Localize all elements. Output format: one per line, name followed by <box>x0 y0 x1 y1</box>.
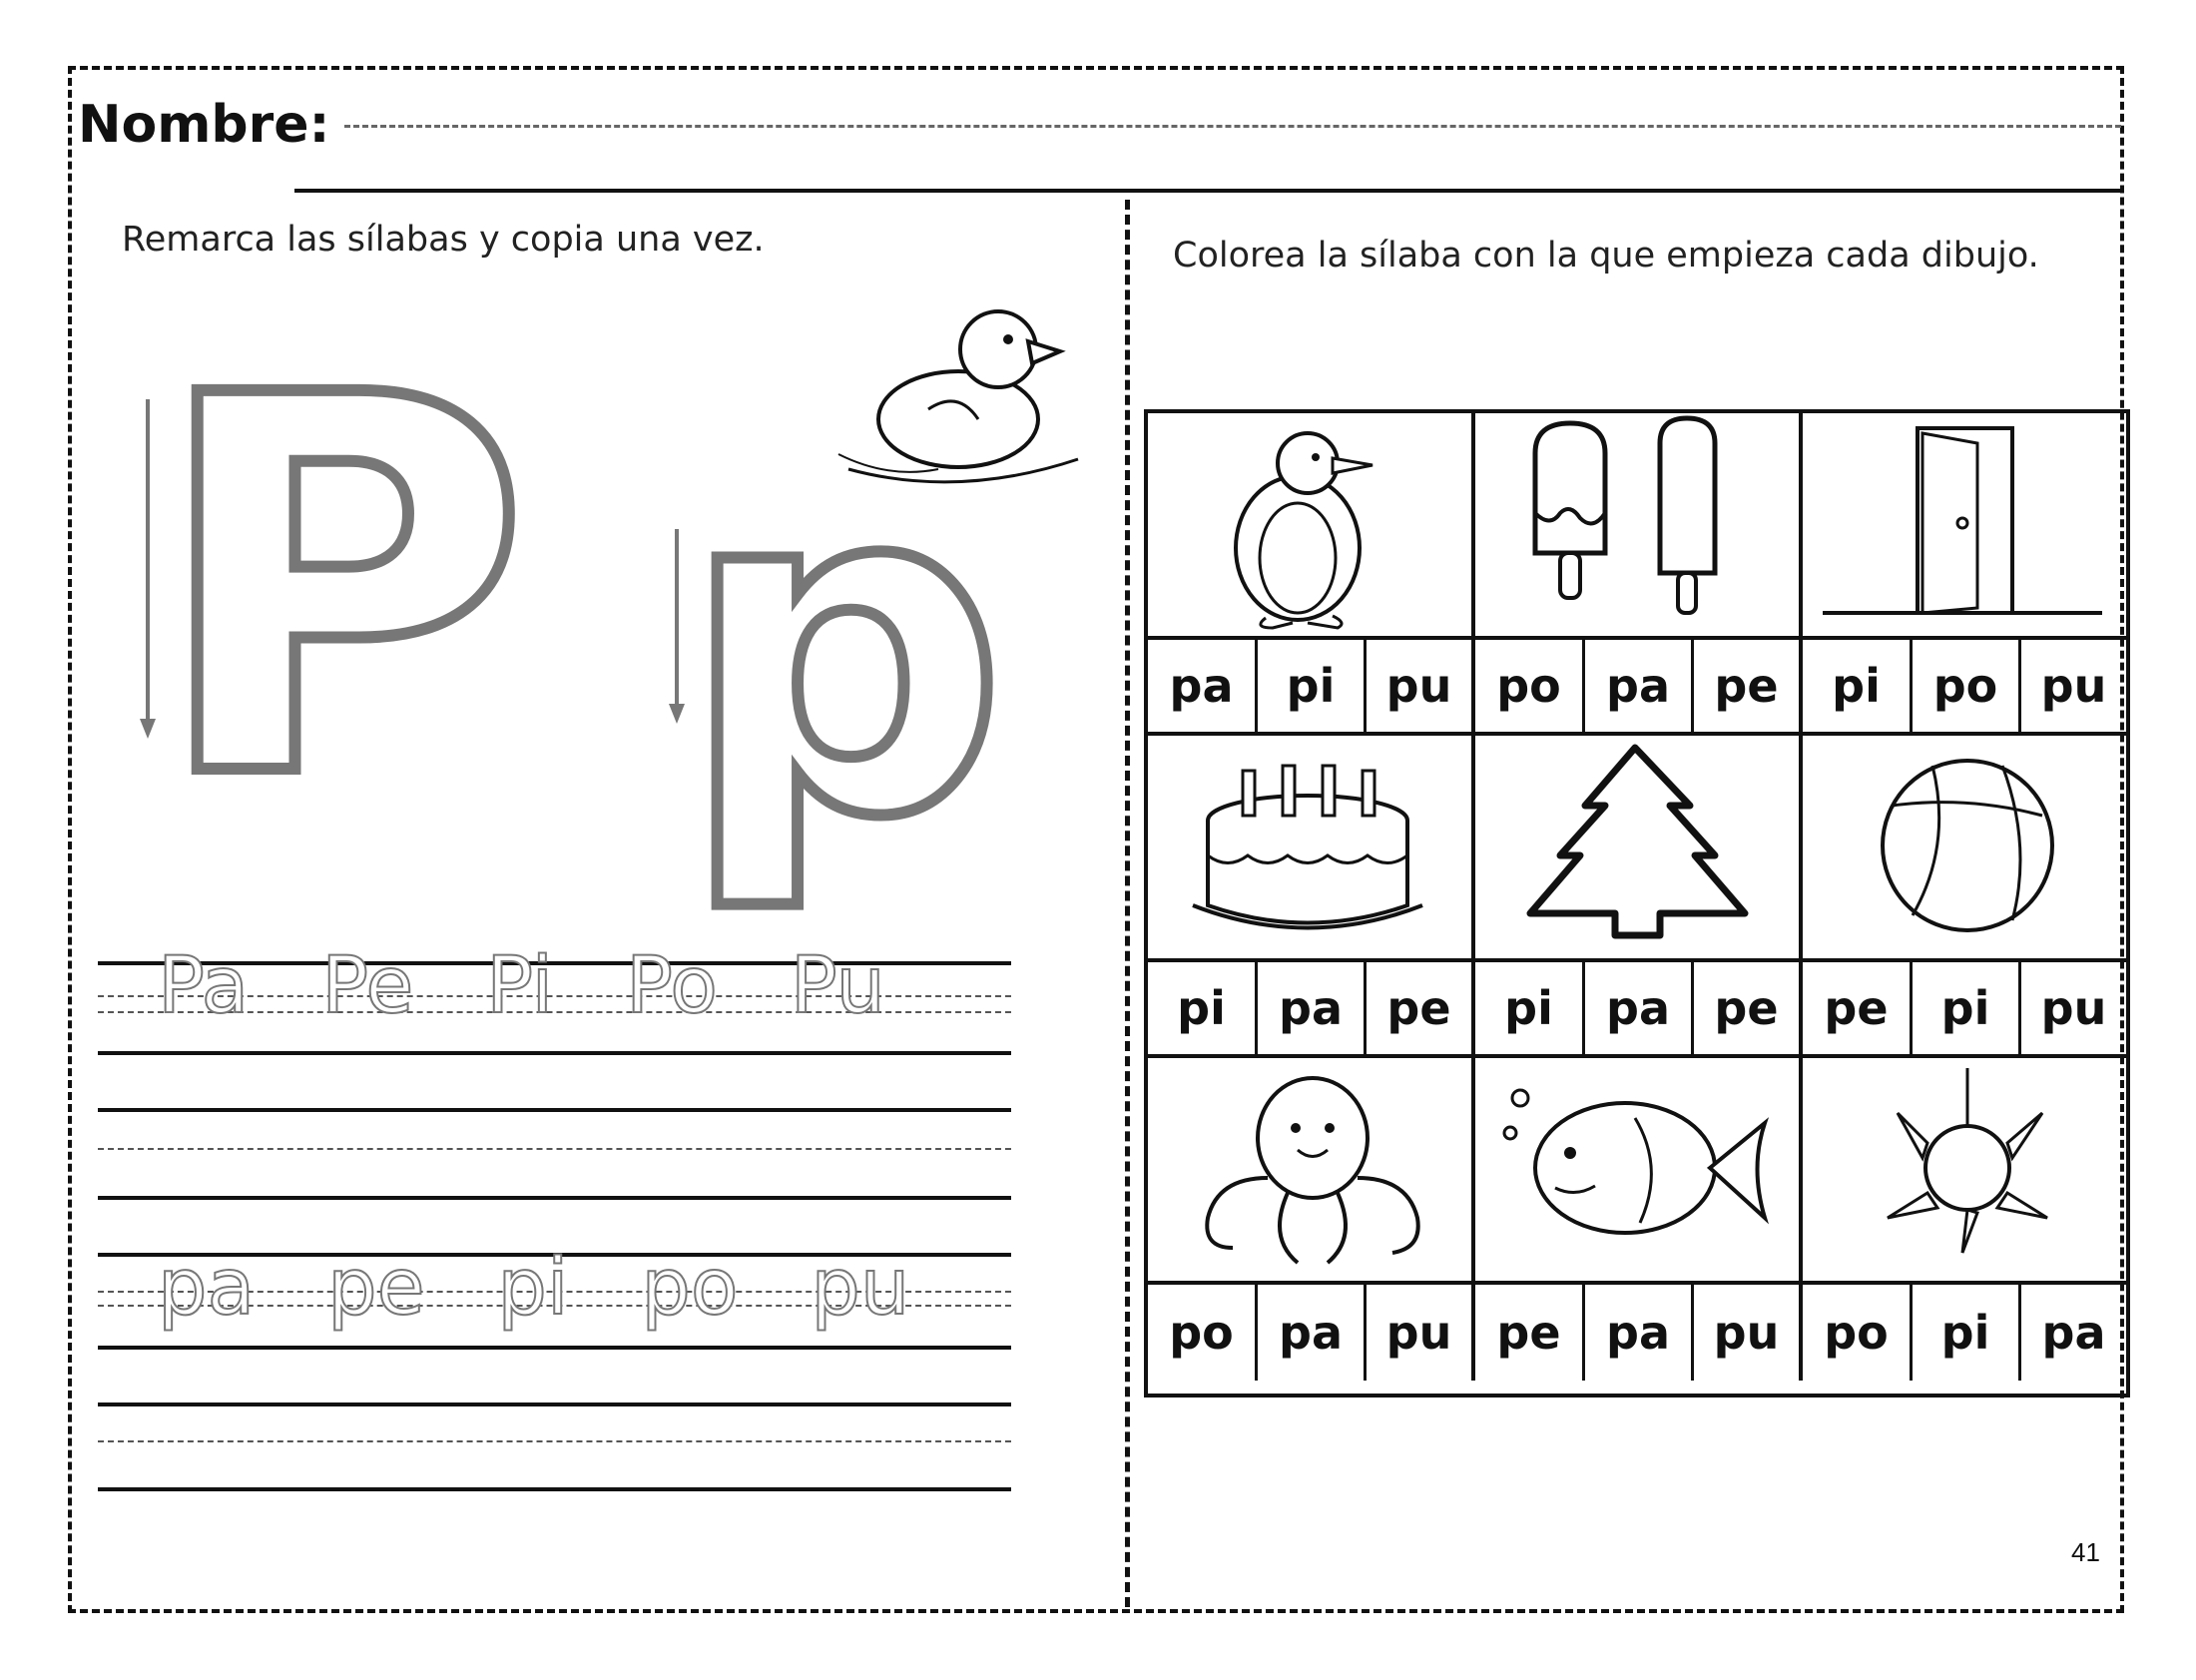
lowercase-p-glyph: p <box>679 509 1008 917</box>
picture-cell <box>1148 413 1475 636</box>
syllable-box[interactable]: pe <box>1694 962 1803 1054</box>
syllable-box[interactable]: pa <box>1585 640 1694 732</box>
syllable-box[interactable]: pi <box>1913 962 2021 1054</box>
picture-cell <box>1803 736 2130 958</box>
picture-cell <box>1148 736 1475 958</box>
picture-cell <box>1475 413 1803 636</box>
nombre-dashed-line <box>344 125 2121 128</box>
syllable-box[interactable]: pu <box>1367 1285 1475 1381</box>
picture-cell <box>1803 413 2130 636</box>
page-number: 41 <box>2071 1537 2100 1567</box>
left-instruction: Remarca las sílabas y copia una vez. <box>122 220 765 260</box>
trace-uppercase-syllables: Pa Pe Pi Po Pu <box>158 941 885 1031</box>
syllable-box[interactable]: pu <box>2040 659 2107 713</box>
syllable-box[interactable]: pu <box>1694 1285 1803 1381</box>
syllable-box[interactable]: pi <box>1258 640 1367 732</box>
syllable-box[interactable]: po <box>1148 1285 1258 1381</box>
syllable-box[interactable]: pe <box>1803 962 1913 1054</box>
syllable-box[interactable]: po <box>1475 640 1585 732</box>
lowercase-p-trace <box>659 509 1078 948</box>
syllable-box[interactable]: pi <box>1803 640 1913 732</box>
picture-row-1 <box>1148 413 2126 636</box>
nombre-label: Nombre: <box>78 95 330 155</box>
syllable-box[interactable]: pa <box>1258 1285 1367 1381</box>
penguin-icon <box>1148 413 1471 636</box>
cake-icon <box>1148 736 1471 958</box>
syllable-box[interactable]: pa <box>1585 1285 1694 1381</box>
picture-row-2 <box>1148 736 2126 958</box>
syllable-box[interactable]: pa <box>2041 1306 2106 1360</box>
ball-icon <box>1803 736 2126 958</box>
syllable-box[interactable]: po <box>1803 1285 1913 1381</box>
picture-cell <box>1803 1058 2130 1281</box>
picture-cell <box>1475 736 1803 958</box>
syllable-box[interactable]: pu <box>1367 640 1475 732</box>
right-instruction: Colorea la sílaba con la que empieza cada dibujo. <box>1173 236 2039 276</box>
picture-row-3 <box>1148 1058 2126 1281</box>
syllable-box[interactable]: pe <box>1694 640 1803 732</box>
syllable-box[interactable]: pe <box>1475 1285 1585 1381</box>
picture-cell <box>1475 1058 1803 1281</box>
syllable-box[interactable]: pa <box>1148 640 1258 732</box>
syllable-box[interactable]: pa <box>1585 962 1694 1054</box>
fish-icon <box>1475 1058 1799 1281</box>
syllable-box[interactable]: pa <box>1258 962 1367 1054</box>
syllable-box[interactable]: po <box>1913 640 2021 732</box>
syllable-box[interactable]: pu <box>2040 981 2107 1035</box>
octopus-icon <box>1148 1058 1471 1281</box>
syllable-box[interactable]: pi <box>1913 1285 2021 1381</box>
door-icon <box>1803 413 2126 636</box>
popsicle-icon <box>1475 413 1799 636</box>
syllable-box[interactable]: pi <box>1148 962 1258 1054</box>
syllable-row-3 <box>1148 1281 2126 1381</box>
syllable-box[interactable]: pi <box>1475 962 1585 1054</box>
column-divider <box>1125 200 1130 1607</box>
trace-lowercase-syllables: pa pe pi po pu <box>158 1243 910 1333</box>
uppercase-p-glyph: P <box>150 329 531 829</box>
syllable-box[interactable]: pe <box>1367 962 1475 1054</box>
picture-cell <box>1148 1058 1475 1281</box>
tree-icon <box>1475 736 1799 958</box>
pinata-icon <box>1803 1058 2126 1281</box>
syllable-row-2 <box>1148 958 2126 1058</box>
uppercase-p-trace <box>130 329 589 829</box>
nombre-write-line[interactable] <box>294 189 2121 193</box>
duck-icon <box>828 280 1088 509</box>
syllable-grid <box>1144 409 2130 1398</box>
syllable-row-1 <box>1148 636 2126 736</box>
